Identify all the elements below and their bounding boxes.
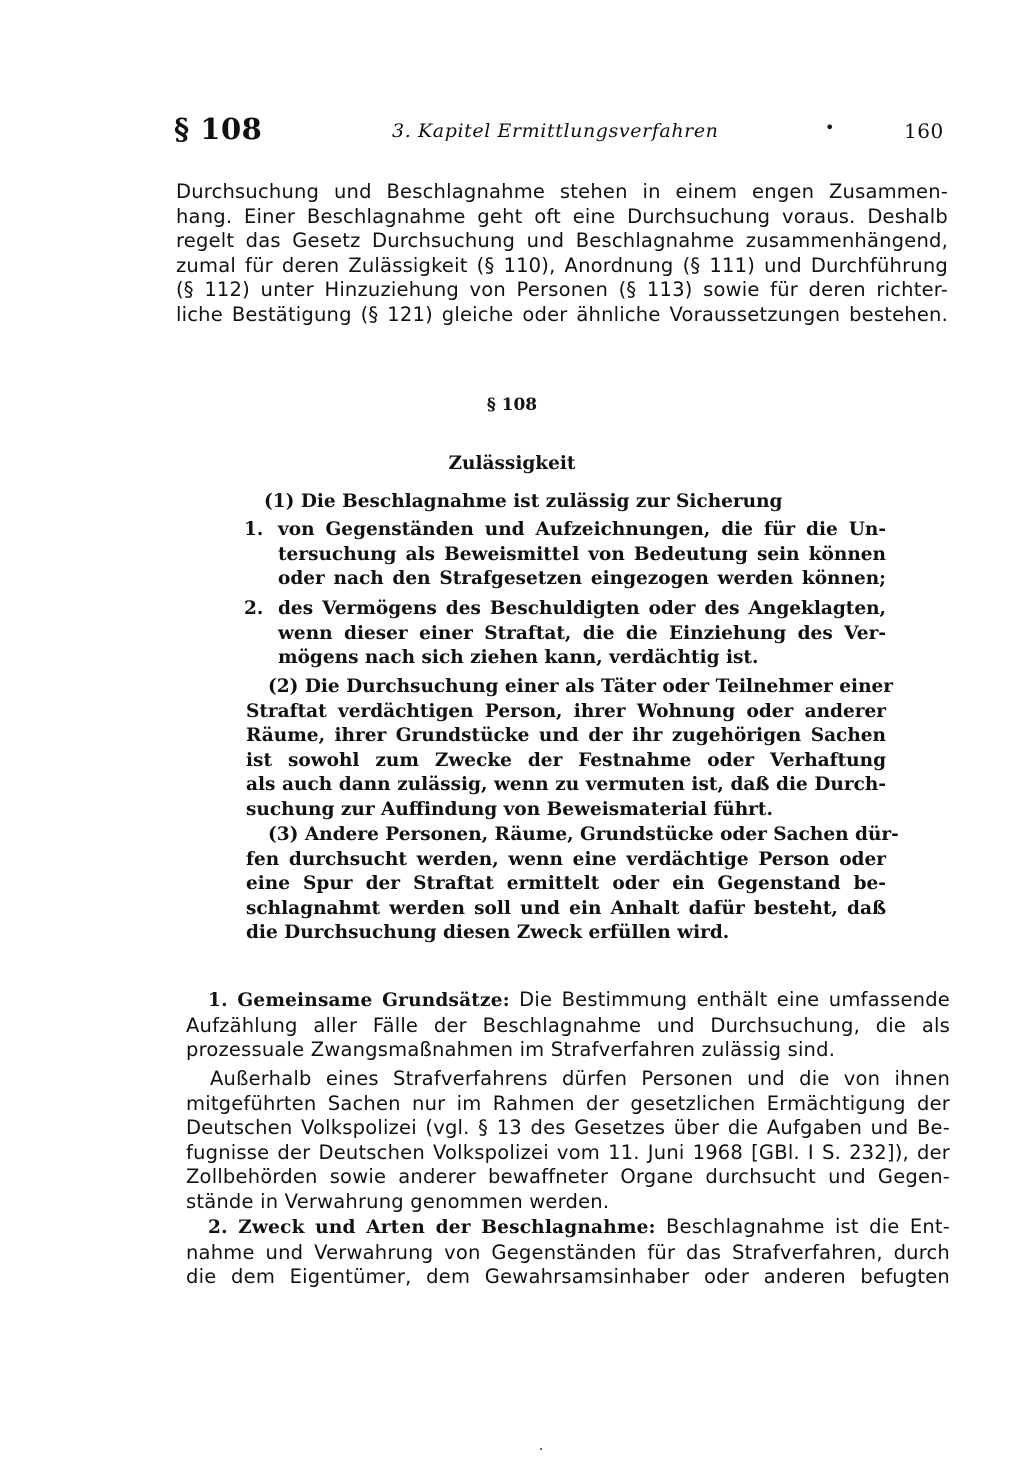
statute-para-2 — [246, 675, 894, 823]
header-dot: • — [825, 118, 835, 137]
statute-line: oder nach den Strafgesetzen eingezogen werden können; — [278, 568, 886, 590]
statute-para-1-intro — [264, 490, 824, 515]
commentary-line: prozessuale Zwangsmaßnahmen im Strafverfahren zulässig sind. — [186, 1038, 836, 1061]
commentary-line: Aufzählung aller Fälle der Beschlagnahme und Durchsuchung, die als — [186, 1013, 950, 1037]
commentary-line: Deutschen Volkspolizei (vgl. § 13 des Gesetzes über die Aufgaben und Be- — [186, 1116, 950, 1139]
commentary-line — [186, 988, 950, 1014]
statute-line: die Durchsuchung diesen Zweck erfüllen wird. — [246, 922, 730, 944]
commentary-heading: 1. Gemeinsame Grundsätze: — [208, 990, 510, 1011]
commentary-1 — [186, 988, 950, 1063]
item-1-number — [244, 518, 274, 543]
commentary-line: mitgeführten Sachen nur im Rahmen der gesetzlichen Ermächtigung der — [186, 1091, 950, 1115]
print-speck — [540, 1448, 542, 1450]
commentary-line — [186, 1215, 950, 1241]
intro-line: zumal für deren Zulässigkeit (§ 110), Anordnung (§ 111) und Durchführung — [176, 253, 948, 277]
statute-line: eine Spur der Straftat ermittelt oder ein Gegenstand be- — [246, 873, 886, 895]
running-header — [174, 112, 954, 152]
statute-line: (1) Die Beschlagnahme ist zulässig zur Sicherung — [264, 491, 783, 512]
statute-line: Straftat verdächtigen Person, ihrer Wohnung oder anderer — [246, 700, 886, 722]
statute-line: Räume, ihrer Grundstücke und der ihr zugehörigen Sachen — [246, 725, 886, 747]
commentary-line: fugnisse der Deutschen Volkspolizei vom 11. Juni 1968 [GBl. I S. 232]), der — [186, 1140, 950, 1164]
statute-line: schlagnahmt werden soll und ein Anhalt dafür besteht, daß — [246, 897, 886, 919]
statute-line: von Gegenständen und Aufzeichnungen, die für die Un- — [278, 519, 886, 540]
commentary-line: Zollbehörden sowie anderer bewaffneter Organe durchsucht und Gegen- — [186, 1165, 950, 1188]
intro-line: liche Bestätigung (§ 121) gleiche oder ähnliche Voraussetzungen bestehen. — [176, 302, 948, 326]
page-number: 160 — [904, 119, 944, 143]
statute-line: suchung zur Auffindung von Beweismaterial führt. — [246, 798, 773, 820]
statute-line: (2) Die Durchsuchung einer als Täter oder Teilnehmer einer — [268, 676, 894, 697]
item-number: 2. — [244, 598, 264, 619]
statute-para-3 — [246, 823, 899, 946]
statute-line: mögens nach sich ziehen kann, verdächtig ist. — [278, 647, 759, 669]
statute-line: des Vermögens des Beschuldigten oder des Angeklagten, — [278, 598, 886, 619]
statute-line: tersuchung als Beweismittel von Bedeutung sein können — [278, 543, 886, 565]
commentary-1b — [186, 1067, 950, 1214]
statute-item-2 — [278, 597, 886, 671]
statute-item-1 — [278, 518, 886, 592]
intro-line: regelt das Gesetz Durchsuchung und Beschlagnahme zusammenhängend, — [176, 229, 948, 252]
statute-section-label: § 108 — [486, 395, 538, 415]
commentary-line: Außerhalb eines Strafverfahrens dürfen Personen und die von ihnen — [210, 1067, 950, 1090]
commentary-text: Beschlagnahme ist die Ent- — [655, 1215, 951, 1238]
item-2-number — [244, 597, 274, 622]
statute-line: (3) Andere Personen, Räume, Grundstücke oder Sachen dür- — [268, 824, 899, 845]
commentary-line: nahme und Verwahrung von Gegenständen für das Strafverfahren, durch — [186, 1240, 950, 1264]
statute-title: Zulässigkeit — [448, 453, 576, 474]
intro-line: Durchsuchung und Beschlagnahme stehen in einem engen Zusammen- — [176, 180, 948, 203]
intro-line: hang. Einer Beschlagnahme geht oft eine Durchsuchung voraus. Deshalb — [176, 204, 948, 228]
statute-line: fen durchsucht werden, wenn eine verdächtige Person oder — [246, 848, 886, 870]
commentary-line: die dem Eigentümer, dem Gewahrsamsinhaber oder anderen befugten — [186, 1265, 950, 1288]
statute-line: ist sowohl zum Zwecke der Festnahme oder Verhaftung — [246, 749, 886, 771]
header-chapter-title: 3. Kapitel Ermittlungsverfahren — [392, 120, 719, 142]
intro-paragraph — [176, 180, 948, 327]
commentary-text: Die Bestimmung enthält eine umfassende — [509, 988, 950, 1011]
commentary-line: stände in Verwahrung genommen werden. — [186, 1189, 610, 1213]
commentary-heading: 2. Zweck und Arten der Beschlagnahme: — [208, 1217, 656, 1238]
statute-line: wenn dieser einer Straftat, die die Einziehung des Ver- — [278, 622, 886, 644]
commentary-2 — [186, 1215, 950, 1290]
item-number: 1. — [244, 519, 264, 540]
intro-line: (§ 112) unter Hinzuziehung von Personen (§ 113) sowie für deren richter- — [176, 278, 948, 301]
statute-line: als auch dann zulässig, wenn zu vermuten ist, daß die Durch- — [246, 774, 886, 796]
header-section-number: § 108 — [174, 112, 263, 146]
